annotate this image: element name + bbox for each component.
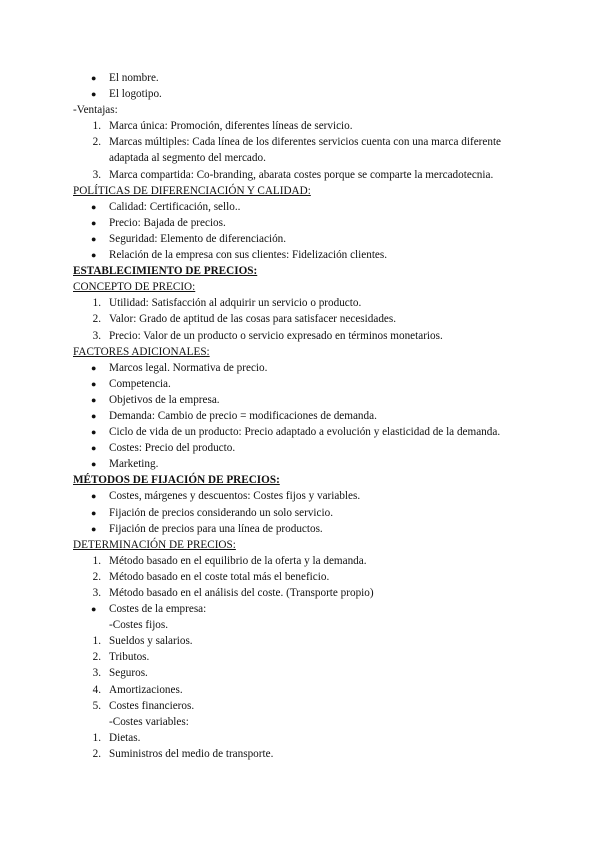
bullet-marker: ● — [91, 394, 97, 405]
list-number: 1. — [92, 635, 101, 648]
list-item: ● Costes de la empresa: — [73, 601, 543, 617]
list-item: 1. Dietas. — [73, 730, 543, 746]
main-heading: MÉTODOS DE FIJACIÓN DE PRECIOS: — [73, 474, 280, 487]
list-item: ● Competencia. — [73, 376, 543, 392]
section-heading: FACTORES ADICIONALES: — [73, 345, 210, 358]
list-number: 2. — [92, 313, 101, 326]
list-item: ● Relación de la empresa con sus clientes: Fidelización clientes. — [73, 247, 543, 263]
list-item: ● Calidad: Certificación, sello.. — [73, 199, 543, 215]
list-item: 3. Método basado en el análisis del coste. (Transporte propio) — [73, 585, 543, 601]
list-number: 3. — [92, 329, 101, 342]
list-number: 3. — [92, 667, 101, 680]
list-item: 3. Marca compartida: Co-branding, abarata costes porque se comparte la mercadotecnia. — [73, 167, 543, 183]
bullet-marker: ● — [91, 459, 97, 470]
list-item: 2. Método basado en el coste total más el beneficio. — [73, 569, 543, 585]
bullet-marker: ● — [91, 410, 97, 421]
list-item: 3. Precio: Valor de un producto o servicio expresado en términos monetarios. — [73, 328, 543, 344]
list-item: 1. Método basado en el equilibrio de la oferta y la demanda. — [73, 553, 543, 569]
list-number: 1. — [92, 731, 101, 744]
sub-label: -Costes variables: — [109, 715, 189, 728]
bullet-marker: ● — [91, 233, 97, 244]
list-item: 5. Costes financieros. — [73, 698, 543, 714]
list-item: 2. Suministros del medio de transporte. — [73, 746, 543, 762]
list-item: 3. Seguros. — [73, 665, 543, 681]
list-item: ● Costes: Precio del producto. — [73, 440, 543, 456]
bullet-marker: ● — [91, 362, 97, 373]
list-item: ● Ciclo de vida de un producto: Precio adaptado a evolución y elasticidad de la demanda. — [73, 424, 524, 440]
main-heading: ESTABLECIMIENTO DE PRECIOS: — [73, 265, 258, 278]
list-number: 1. — [92, 120, 101, 133]
bullet-marker: ● — [91, 73, 97, 83]
list-number: 4. — [92, 683, 101, 696]
list-number: 2. — [92, 651, 101, 664]
list-item: ● Costes, márgenes y descuentos: Costes fijos y variables. — [73, 488, 543, 504]
list-number: 2. — [92, 136, 101, 149]
bullet-marker: ● — [91, 507, 97, 518]
list-item: ● Marcos legal. Normativa de precio. — [73, 360, 543, 376]
list-number: 1. — [92, 554, 101, 567]
list-item: 2. Marcas múltiples: Cada línea de los diferentes servicios cuenta con una marca diferente adaptada al segmento del mercado. — [73, 134, 514, 166]
bullet-marker: ● — [91, 89, 97, 100]
list-item: 1. Marca única: Promoción, diferentes líneas de servicio. — [73, 118, 543, 134]
list-item: 1. Utilidad: Satisfacción al adquirir un servicio o producto. — [73, 295, 543, 311]
list-number: 2. — [92, 570, 101, 583]
list-item: ● Objetivos de la empresa. — [73, 392, 543, 408]
list-item: ● Fijación de precios considerando un solo servicio. — [73, 505, 543, 521]
list-item: 1. Sueldos y salarios. — [73, 633, 543, 649]
bullet-marker: ● — [91, 201, 97, 212]
bullet-marker: ● — [91, 604, 97, 615]
paragraph: -Ventajas: — [73, 104, 118, 117]
list-number: 3. — [92, 168, 101, 181]
bullet-marker: ● — [91, 250, 97, 261]
bullet-marker: ● — [91, 217, 97, 228]
sub-label: -Costes fijos. — [109, 619, 169, 632]
list-number: 5. — [92, 699, 101, 712]
list-item: ● El nombre. — [73, 70, 543, 86]
section-heading: POLÍTICAS DE DIFERENCIACIÓN Y CALIDAD: — [73, 184, 311, 197]
bullet-marker: ● — [91, 523, 97, 534]
list-item: ● Precio: Bajada de precios. — [73, 215, 543, 231]
list-item: 2. Valor: Grado de aptitud de las cosas para satisfacer necesidades. — [73, 311, 543, 327]
section-heading: DETERMINACIÓN DE PRECIOS: — [73, 538, 236, 551]
bullet-marker: ● — [91, 443, 97, 454]
bullet-marker: ● — [91, 491, 97, 502]
list-number: 2. — [92, 747, 101, 760]
bullet-marker: ● — [91, 378, 97, 389]
list-item: ● Seguridad: Elemento de diferenciación. — [73, 231, 543, 247]
bullet-marker: ● — [91, 427, 97, 438]
list-item: ● Fijación de precios para una línea de productos. — [73, 521, 543, 537]
list-item: ● Marketing. — [73, 456, 543, 472]
list-item: ● El logotipo. — [73, 86, 543, 102]
list-item: 2. Tributos. — [73, 649, 543, 665]
document-page — [73, 70, 543, 762]
list-number: 3. — [92, 587, 101, 599]
list-item: 4. Amortizaciones. — [73, 682, 543, 698]
list-item: ● Demanda: Cambio de precio = modificaciones de demanda. — [73, 408, 543, 424]
section-heading: CONCEPTO DE PRECIO: — [73, 281, 196, 294]
list-number: 1. — [92, 297, 101, 310]
